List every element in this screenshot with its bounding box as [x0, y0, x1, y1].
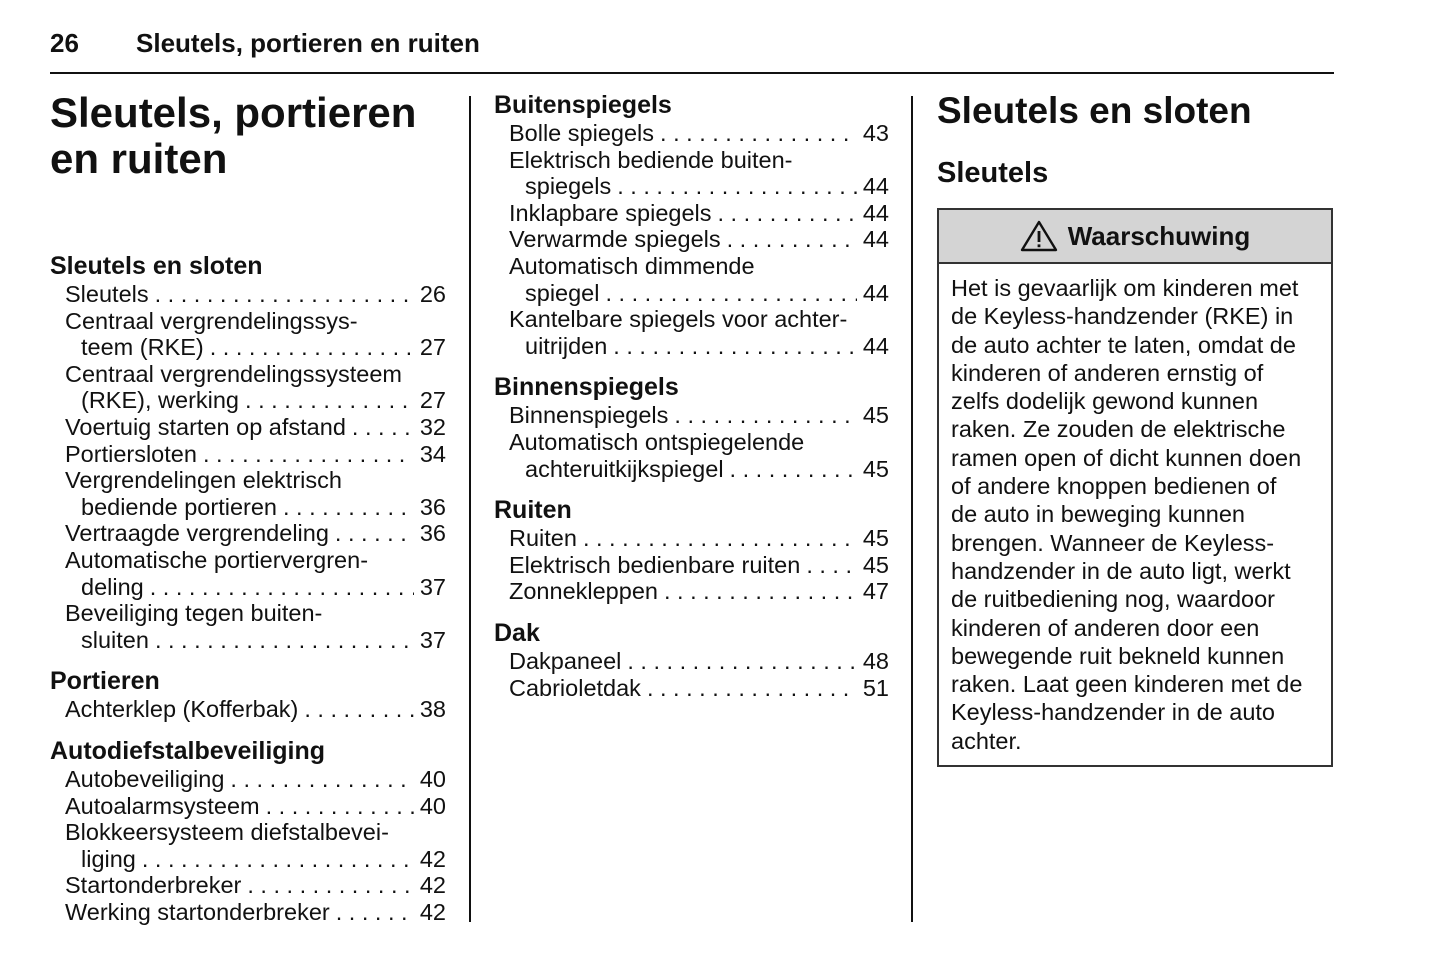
chapter-title-line: en ruiten — [50, 135, 228, 182]
toc-page-number: 37 — [419, 573, 446, 600]
toc-column-2 — [494, 86, 889, 701]
toc-page-number: 44 — [862, 199, 889, 226]
toc-page-number: 44 — [862, 173, 889, 200]
toc-page-number: 36 — [419, 493, 446, 520]
toc-entry[interactable] — [50, 872, 446, 899]
warning-line: handzender in de auto ligt, werkt — [951, 557, 1291, 584]
toc-entry-text: teem (RKE) — [81, 334, 204, 361]
toc-entry-text: Cabrioletdak — [509, 674, 641, 701]
toc-entry[interactable] — [50, 696, 446, 723]
toc-entry-text: Automatisch ontspiegelende — [509, 428, 805, 455]
toc-entry-text: Autoalarmsysteem — [65, 792, 260, 819]
warning-box — [937, 208, 1333, 767]
toc-section-heading: Buitenspiegels — [494, 91, 672, 119]
section-title: Sleutels en sloten — [937, 90, 1252, 131]
toc-section-heading: Ruiten — [494, 496, 572, 525]
toc-entry[interactable] — [50, 793, 446, 820]
toc-page-number: 32 — [419, 413, 446, 440]
toc-entry-text: Autobeveiliging — [65, 765, 225, 792]
toc-entry-text: sluiten — [81, 626, 149, 653]
toc-section-heading: Autodiefstalbeveiliging — [50, 736, 326, 765]
toc-section-dak — [494, 619, 889, 701]
warning-line: de Keyless-handzender (RKE) in — [951, 303, 1294, 330]
toc-entry[interactable] — [494, 675, 889, 702]
toc-section-ruiten — [494, 496, 889, 605]
toc-entry-text: Startonderbreker — [65, 872, 242, 899]
toc-section-buitenspiegels — [494, 91, 889, 359]
warning-line: Het is gevaarlijk om kinderen met — [951, 275, 1299, 301]
toc-entry-text: Kantelbare spiegels voor achter- — [509, 306, 848, 333]
toc-page-number: 44 — [862, 332, 889, 359]
toc-section-sleutels-en-sloten — [50, 252, 446, 653]
toc-entry[interactable] — [494, 648, 889, 675]
toc-entry-text: Blokkeersysteem diefstalbevei- — [65, 819, 389, 846]
toc-page-number: 42 — [419, 845, 446, 872]
toc-page-number: 51 — [862, 674, 889, 701]
toc-entry[interactable] — [50, 414, 446, 441]
content-column — [937, 86, 1333, 767]
toc-entry-text: Automatisch dimmende — [509, 252, 755, 279]
toc-entry-text: Ruiten — [509, 525, 577, 552]
toc-page-number: 44 — [862, 226, 889, 253]
warning-line: kinderen of anderen door een — [951, 614, 1260, 641]
toc-section-heading: Binnenspiegels — [494, 373, 679, 402]
warning-line: ramen open of dicht kunnen doen — [951, 444, 1302, 471]
toc-page-number: 26 — [419, 281, 446, 307]
chapter-title — [50, 90, 446, 182]
page-number: 26 — [50, 28, 79, 58]
warning-text — [939, 264, 1331, 765]
warning-title: Waarschuwing — [1067, 220, 1251, 251]
toc-page-number: 42 — [419, 872, 446, 899]
toc-entry[interactable] — [494, 552, 889, 579]
toc-page-number: 36 — [419, 520, 446, 547]
toc-entry-text: Werking startonderbreker — [65, 898, 330, 925]
toc-entry-text: Centraal vergrendelingssys- — [65, 307, 358, 334]
toc-entry-text: (RKE), werking — [81, 387, 240, 414]
toc-entry-text: bediende portieren — [81, 493, 277, 520]
toc-entry-text: Automatische portiervergren- — [65, 546, 369, 573]
toc-entry[interactable] — [50, 766, 446, 793]
toc-page-number: 37 — [419, 626, 446, 653]
toc-entry[interactable] — [50, 600, 446, 653]
toc-entry[interactable] — [494, 306, 889, 359]
toc-section-binnenspiegels — [494, 373, 889, 482]
running-title: Sleutels, portieren en ruiten — [136, 28, 480, 58]
warning-line: de ruitbediening nog, waardoor — [951, 586, 1276, 613]
toc-entry-text: spiegels — [525, 173, 612, 200]
toc-entry-text: liging — [81, 845, 136, 872]
warning-triangle-icon — [1020, 220, 1058, 252]
toc-section-heading: Dak — [494, 618, 540, 647]
warning-line: of andere knoppen bedienen of — [951, 473, 1277, 500]
toc-entry[interactable] — [494, 147, 889, 200]
toc-entry[interactable] — [494, 578, 889, 605]
toc-entry-text: Verwarmde spiegels — [509, 226, 721, 253]
toc-entry[interactable] — [50, 361, 446, 414]
toc-entry-text: Dakpaneel — [509, 647, 622, 674]
toc-entry-text: Beveiliging tegen buiten- — [65, 600, 323, 627]
warning-line: de auto in beweging kunnen — [951, 501, 1245, 528]
toc-entry[interactable] — [50, 467, 446, 520]
toc-page-number: 34 — [419, 440, 446, 467]
toc-entry-text: Centraal vergrendelingssysteem — [65, 360, 402, 387]
toc-entry-text: Vertraagde vergrendeling — [65, 520, 329, 547]
toc-entry-text: Elektrisch bedienbare ruiten — [509, 551, 801, 578]
toc-page-number: 44 — [862, 279, 889, 306]
toc-entry[interactable] — [494, 226, 889, 253]
toc-entry-text: Achterklep (Kofferbak) — [65, 696, 299, 723]
toc-column-1 — [50, 86, 446, 925]
toc-section-heading: Sleutels en sloten — [50, 252, 263, 280]
toc-entry-text: deling — [81, 573, 144, 600]
toc-entry-text: Zonnekleppen — [509, 578, 658, 605]
toc-page-number: 38 — [419, 696, 446, 723]
toc-entry[interactable] — [50, 899, 446, 926]
toc-entry[interactable] — [494, 525, 889, 552]
toc-entry-text: achteruitkijkspiegel — [525, 455, 724, 482]
column-divider — [911, 96, 913, 922]
toc-entry[interactable] — [50, 520, 446, 547]
page-header — [50, 26, 1334, 74]
toc-page-number: 45 — [862, 455, 889, 482]
toc-entry[interactable] — [494, 429, 889, 482]
warning-line: raken. Ze zouden de elektrische — [951, 416, 1286, 443]
warning-line: raken. Laat geen kinderen met de — [951, 671, 1303, 698]
toc-entry[interactable] — [50, 441, 446, 468]
warning-line: kinderen of anderen ernstig of — [951, 359, 1264, 386]
toc-entry-text: uitrijden — [525, 332, 608, 359]
toc-page-number: 47 — [862, 578, 889, 605]
warning-line: bewegende ruit bekneld kunnen — [951, 642, 1285, 669]
chapter-title-line: Sleutels, portieren — [50, 89, 417, 136]
warning-line: Keyless-handzender in de auto — [951, 699, 1275, 726]
toc-entry[interactable] — [494, 253, 889, 306]
toc-entry-text: Vergrendelingen elektrisch — [65, 467, 342, 494]
toc-entry-text: Bolle spiegels — [509, 120, 655, 146]
toc-page-number: 45 — [862, 402, 889, 429]
column-divider — [469, 96, 471, 922]
warning-line: de auto achter te laten, omdat de — [951, 331, 1296, 358]
toc-page-number: 48 — [862, 647, 889, 674]
toc-entry-text: Inklapbare spiegels — [509, 199, 712, 226]
warning-line: achter. — [951, 727, 1022, 754]
toc-entry[interactable] — [494, 402, 889, 429]
toc-section-heading: Portieren — [50, 667, 160, 696]
toc-page-number: 40 — [419, 765, 446, 792]
toc-entry[interactable] — [494, 120, 889, 147]
toc-page-number: 42 — [419, 898, 446, 925]
toc-section-autodiefstalbeveiliging — [50, 737, 446, 926]
toc-entry-text: Sleutels — [65, 281, 149, 307]
toc-page-number: 45 — [862, 525, 889, 552]
toc-page-number: 40 — [419, 792, 446, 819]
toc-entry-text: spiegel — [525, 279, 600, 306]
toc-entry[interactable] — [50, 281, 446, 308]
warning-line: brengen. Wanneer de Keyless- — [951, 529, 1275, 556]
toc-page-number: 45 — [862, 551, 889, 578]
toc-entry-text: Voertuig starten op afstand — [65, 413, 346, 440]
toc-entry[interactable] — [50, 308, 446, 361]
warning-header — [939, 210, 1331, 264]
toc-entry[interactable] — [50, 547, 446, 600]
toc-entry-text: Portiersloten — [65, 440, 197, 467]
toc-page-number: 27 — [419, 334, 446, 361]
subsection-title: Sleutels — [937, 157, 1049, 189]
toc-entry-text: Binnenspiegels — [509, 402, 669, 429]
warning-line: zelfs dodelijk gewond kunnen — [951, 388, 1259, 415]
toc-section-portieren — [50, 667, 446, 723]
toc-page-number: 43 — [862, 120, 889, 146]
toc-entry[interactable] — [50, 819, 446, 872]
toc-entry[interactable] — [494, 200, 889, 227]
toc-entry-text: Elektrisch bediende buiten- — [509, 146, 793, 173]
toc-page-number: 27 — [419, 387, 446, 414]
